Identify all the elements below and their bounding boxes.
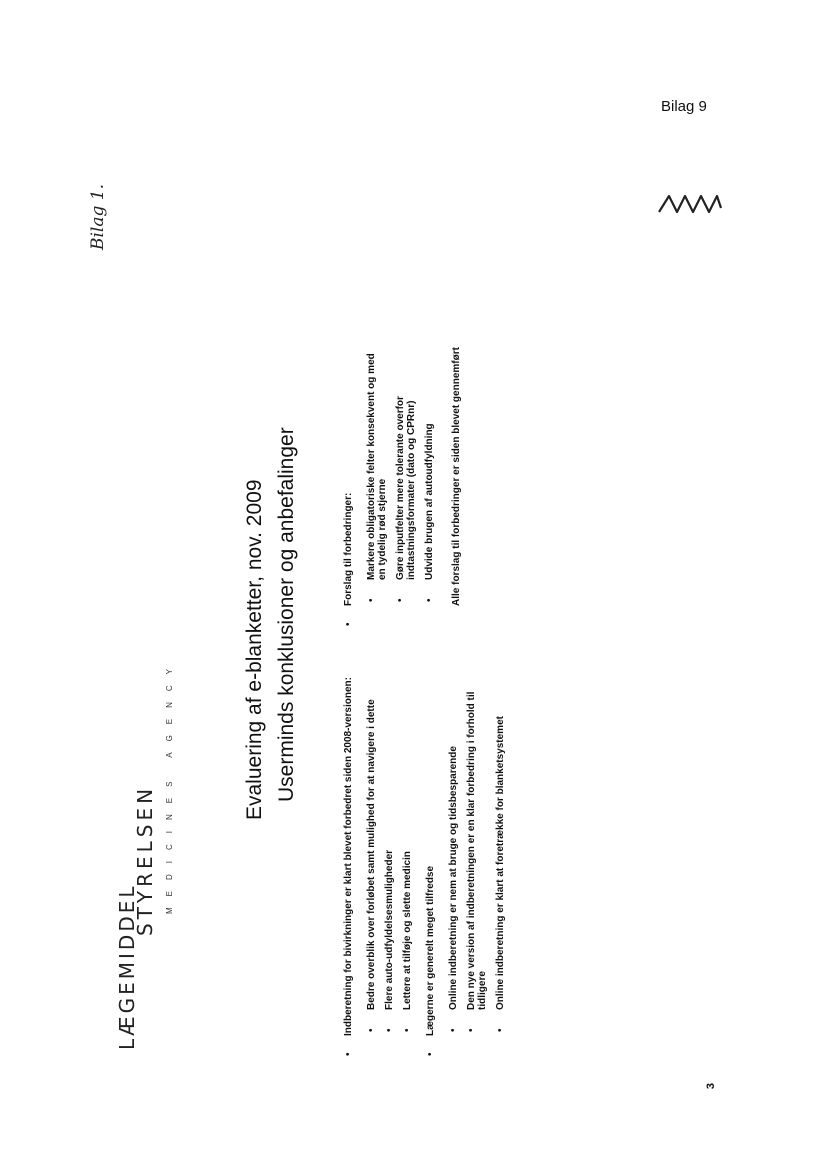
- sub-bullet-text: Udvide brugen af autoudfyldning: [424, 423, 435, 580]
- bullet-dot: •: [425, 1052, 436, 1056]
- agency-name-line1: LÆGEMIDDEL: [115, 883, 139, 1050]
- bullet-dot: •: [366, 1028, 377, 1032]
- bullet-dot: •: [343, 622, 354, 626]
- sub-bullet: [448, 670, 459, 1036]
- main-bullet: [425, 670, 506, 1060]
- slide-title: Evaluering af e-blanketter, nov. 2009: [243, 479, 266, 820]
- bullet-dot: •: [424, 598, 435, 602]
- page-label: Bilag 9: [661, 98, 707, 115]
- bullet-dot: •: [343, 1052, 354, 1056]
- sub-bullet: [395, 340, 417, 606]
- bullet-dot: •: [495, 1028, 506, 1032]
- sub-bullet: [424, 340, 435, 606]
- handwritten-note: Bilag 1.: [88, 183, 108, 250]
- sub-bullet-text: Flere auto-udfyldelsesmuligheder: [384, 849, 395, 1010]
- bullet-dot: •: [395, 598, 406, 602]
- sub-bullet-text: Online indberetning er klart at foretrække for blanketsystemet: [495, 716, 506, 1010]
- completion-note: Alle forslag til forbedringer er siden blevet gennemført: [451, 347, 462, 606]
- agency-subtitle: MEDICINES AGENCY: [165, 657, 174, 914]
- main-bullet-text: Indberetning for bivirkninger er klart blevet forbedret siden 2008-versionen:: [343, 677, 354, 1036]
- left-column: [343, 670, 518, 1060]
- main-bullet: [343, 340, 462, 630]
- main-bullet: [343, 670, 413, 1060]
- agency-name-line2: STYRELSEN: [133, 784, 157, 936]
- sub-bullet: [402, 670, 413, 1036]
- sub-bullet: [466, 670, 488, 1036]
- bullet-dot: •: [402, 1028, 413, 1032]
- sub-bullet-text: Online indberetning er nem at bruge og tidsbesparende: [448, 746, 459, 1010]
- sub-bullet-text: Gøre inputfelter mere tolerante overfor indtastningsformater (dato og CPRnr): [395, 396, 417, 580]
- main-bullet-text: Lægerne er generelt meget tilfredse: [425, 865, 436, 1036]
- sub-bullet: [366, 340, 388, 606]
- sub-list: [448, 670, 506, 1036]
- slide-subtitle: Userminds konklusioner og anbefalinger: [275, 427, 298, 802]
- sub-bullet-text: Bedre overblik over forløbet samt mulighed for at navigere i dette: [366, 699, 377, 1010]
- bullet-section: [343, 340, 623, 1060]
- sub-bullet-text: Markere obligatoriske felter konsekvent og med en tydelig rød stjerne: [366, 353, 388, 580]
- sub-list: [366, 340, 435, 606]
- sub-bullet-text: Den nye version af indberetningen er en klar forbedring i forhold til tidligere: [466, 691, 488, 1010]
- page-number: 3: [705, 1082, 718, 1090]
- bullet-dot: •: [466, 1028, 477, 1032]
- bullet-dot: •: [448, 1028, 459, 1032]
- bullet-dot: •: [366, 598, 377, 602]
- sub-list: [366, 670, 413, 1036]
- sub-bullet: [495, 670, 506, 1036]
- sub-bullet-text: Lettere at tilføje og slette medicin: [402, 851, 413, 1010]
- main-bullet-text: Forslag til forbedringer:: [343, 492, 354, 606]
- rotated-slide: [103, 340, 623, 1060]
- bullet-dot: •: [384, 1028, 395, 1032]
- sub-bullet: [366, 670, 377, 1036]
- right-column: [343, 340, 474, 630]
- sub-bullet: [384, 670, 395, 1036]
- agency-logo-icon: [655, 188, 725, 218]
